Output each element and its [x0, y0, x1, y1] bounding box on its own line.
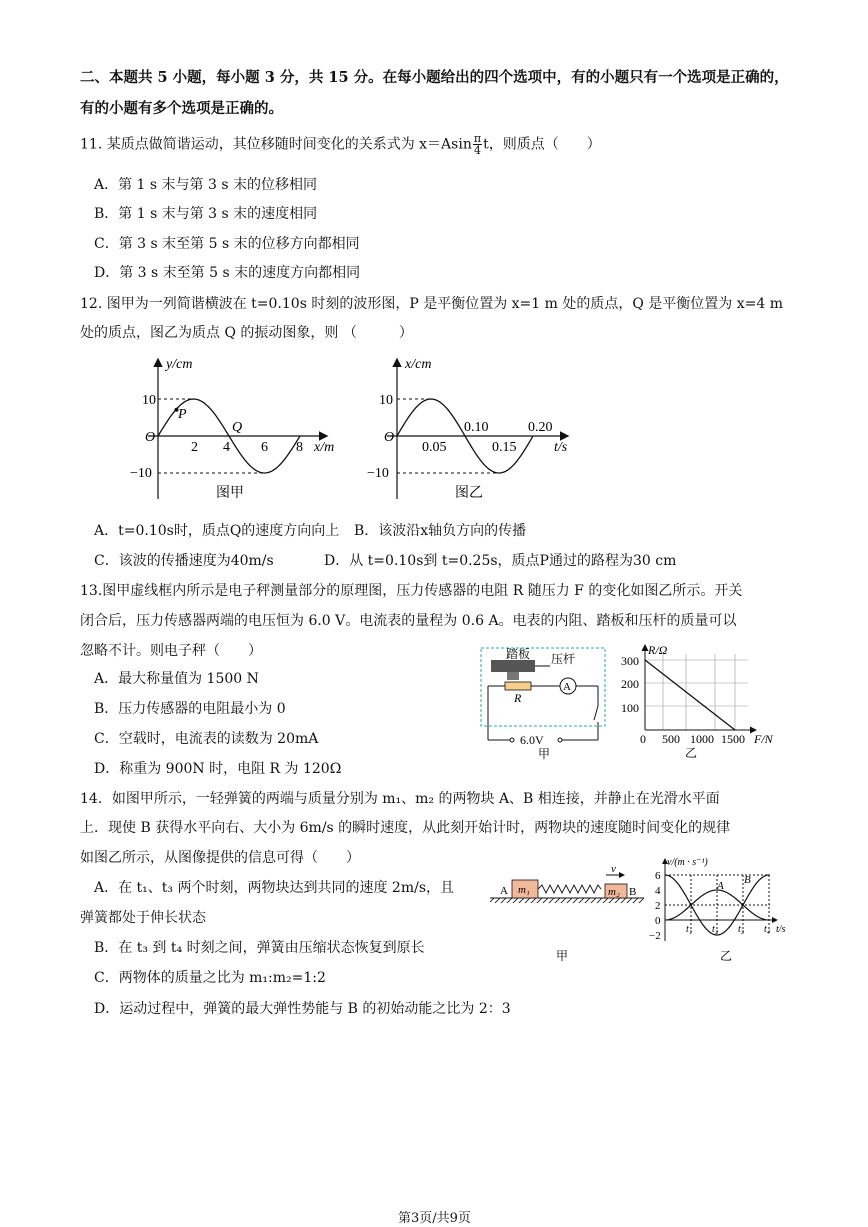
y-axis-label: x/cm: [405, 357, 432, 372]
terminal: [558, 738, 562, 742]
q13-option-b: B．压力传感器的电阻最小为 0: [94, 701, 286, 717]
xtick-015: 0.15: [492, 440, 517, 455]
q11-stem-pre: 11. 某质点做简谐运动，其位移随时间变化的关系式为 x＝Asin: [80, 136, 472, 153]
pedal-label: 踏板: [506, 647, 531, 661]
q14-stem-line1: 14．如图甲所示，一轻弹簧的两端与质量分别为 m₁、m₂ 的两物块 A、B 相连接，并静止在光滑水平面: [80, 791, 720, 807]
figure-caption: 图甲: [216, 486, 244, 501]
q12-option-d: D．从 t=0.10s到 t=0.25s，质点P通过的路程为30 cm: [324, 553, 677, 569]
xtick-6: 6: [261, 440, 268, 455]
fraction-numerator: π: [473, 132, 482, 145]
voltage-label: 6.0V: [520, 733, 544, 747]
q13-option-c: C．空载时，电流表的读数为 20mA: [94, 731, 319, 747]
section-heading-line1: 二、本题共 5 小题，每小题 3 分，共 15 分。在每小题给出的四个选项中，有的小题只有一个选项是正确的，: [80, 69, 789, 86]
y-axis-label: y/cm: [166, 357, 193, 372]
q14-stem-line3: 如图乙所示，从图像提供的信息可得（ ）: [80, 850, 360, 866]
label-a: A: [500, 885, 508, 897]
q11-option-a: A．第 1 s 末与第 3 s 末的位移相同: [94, 177, 317, 193]
label-b: B: [629, 886, 637, 898]
ytick-neg10: −10: [130, 466, 152, 481]
xtick-005: 0.05: [422, 440, 447, 455]
q11-option-c: C．第 3 s 末至第 5 s 末的位移方向都相同: [94, 236, 360, 252]
y-axis-label: R/Ω: [648, 643, 668, 657]
dashed-frame: [481, 648, 605, 726]
graph-caption: 乙: [720, 949, 733, 963]
resistor-label: R: [514, 691, 522, 705]
ttick-t3: t₃: [738, 924, 745, 935]
circuit-caption: 甲: [538, 747, 551, 761]
vtick-4: 4: [655, 885, 661, 897]
xtick-010: 0.10: [464, 420, 489, 435]
q12-option-b: B．该波沿x轴负方向的传播: [354, 523, 527, 539]
ytick-300: 300: [621, 654, 639, 668]
xtick-500: 500: [662, 732, 680, 746]
q14-stem-line2: 上．现使 B 获得水平向右、大小为 6m/s 的瞬时速度，从此刻开始计时，两物块的速度随时间变化的规律: [80, 820, 731, 836]
ytick-neg10: −10: [367, 466, 389, 481]
rod-label: 压杆: [551, 652, 576, 666]
switch: [594, 706, 598, 720]
x-axis-label: F/N: [754, 732, 773, 746]
velocity-label: v: [611, 863, 616, 875]
q13-stem-line1: 13.图甲虚线框内所示是电子秤测量部分的原理图，压力传感器的电阻 R 随压力 F 的变化如图乙所示。开关: [80, 583, 743, 599]
q14-option-b: B．在 t₃ 到 t₄ 时刻之间，弹簧由压缩状态恢复到原长: [94, 940, 425, 956]
q12-option-c: C．该波的传播速度为40m/s: [94, 553, 274, 569]
x-axis-label: t/s: [554, 440, 568, 455]
point-q-label: Q: [232, 420, 243, 435]
xtick-1000: 1000: [690, 732, 714, 746]
vtick-2: 2: [655, 900, 661, 912]
r-vs-f-line: [645, 660, 735, 730]
section-heading-line2: 有的小题有多个选项是正确的。: [80, 100, 283, 117]
q12-wave-figure: [130, 352, 360, 512]
grid: [645, 654, 748, 730]
q14-velocity-graph: [645, 855, 795, 965]
q14-option-a-line1: A．在 t₁、t₃ 两个时刻，两物块达到共同的速度 2m/s，且: [94, 880, 455, 896]
q14-option-d: D．运动过程中，弹簧的最大弹性势能与 B 的初始动能之比为 2：3: [94, 1001, 511, 1017]
page-footer: 第3页/共9页: [398, 1211, 471, 1226]
v-axis-label: v/(m · s⁻¹): [667, 857, 708, 868]
q13-circuit-figure: [478, 644, 613, 762]
spring: [538, 885, 601, 893]
q12-stem-line1: 12. 图甲为一列简谐横波在 t=0.10s 时刻的波形图，P 是平衡位置为 x=1 m 处的质点，Q 是平衡位置为 x=4 m: [80, 296, 783, 312]
q14-option-c: C．两物体的质量之比为 m₁:m₂=1:2: [94, 970, 326, 986]
q12-option-a: A．t=0.10s时，质点Q的速度方向向上: [94, 523, 340, 539]
t-axis-label: t/s: [776, 924, 786, 935]
q13-option-a: A．最大称量值为 1500 N: [94, 671, 259, 687]
q13-stem-line3: 忽略不计。则电子秤（ ）: [80, 643, 262, 659]
q12-vibration-figure: [365, 352, 585, 512]
origin-label: O: [384, 430, 395, 445]
q11-stem: [80, 133, 601, 156]
point-p-label: P: [178, 407, 187, 422]
figure-caption: 图乙: [455, 486, 483, 501]
ttick-t4: t₄: [764, 924, 771, 935]
q11-option-d: D．第 3 s 末至第 5 s 末的速度方向都相同: [94, 265, 361, 281]
press-rod: [507, 672, 519, 680]
ytick-10: 10: [142, 393, 156, 408]
xtick-020: 0.20: [528, 420, 553, 435]
xtick-1500: 1500: [721, 732, 745, 746]
mass-m2: m₂: [608, 886, 620, 898]
q11-option-b: B．第 1 s 末与第 3 s 末的速度相同: [94, 206, 318, 222]
ytick-100: 100: [621, 701, 639, 715]
xtick-2: 2: [191, 440, 198, 455]
ytick-10: 10: [379, 393, 393, 408]
q11-stem-post: t，则质点（ ）: [483, 136, 601, 153]
q14-spring-figure: [488, 862, 648, 962]
terminal: [510, 738, 514, 742]
figure-caption: 甲: [556, 949, 569, 962]
xtick-4: 4: [223, 440, 230, 455]
curve-b-label: B: [744, 874, 751, 886]
vtick-6: 6: [655, 870, 661, 882]
q14-option-a-line2: 弹簧都处于伸长状态: [80, 910, 206, 926]
fraction-denominator: 4: [473, 144, 481, 157]
graph-caption: 乙: [685, 746, 698, 760]
ammeter-label: A: [563, 681, 571, 693]
q13-option-d: D．称重为 900N 时，电阻 R 为 120Ω: [94, 761, 342, 777]
xtick-0: 0: [640, 732, 646, 746]
ttick-t2: t₂: [712, 924, 719, 935]
ytick-200: 200: [621, 677, 639, 691]
pedal: [491, 660, 535, 672]
q13-resistance-graph: [620, 640, 780, 764]
mass-m1: m₁: [518, 884, 530, 896]
q13-stem-line2: 闭合后，压力传感器两端的电压恒为 6.0 V。电流表的量程为 0.6 A。电表的内阻、踏板和压杆的质量可以: [80, 613, 737, 629]
vtick-neg2: −2: [649, 930, 661, 942]
origin-label: O: [145, 430, 156, 445]
xtick-8: 8: [296, 440, 303, 455]
q11-fraction: [473, 133, 482, 156]
ttick-t1: t₁: [686, 924, 693, 935]
x-axis-label: x/m: [314, 440, 335, 455]
ground-hatch: [490, 898, 644, 903]
q12-stem-line2: 处的质点，图乙为质点 Q 的振动图象，则 （ ）: [80, 325, 413, 341]
curve-a-label: A: [717, 880, 724, 892]
vtick-0: 0: [655, 915, 661, 927]
resistor-r: [505, 682, 531, 690]
